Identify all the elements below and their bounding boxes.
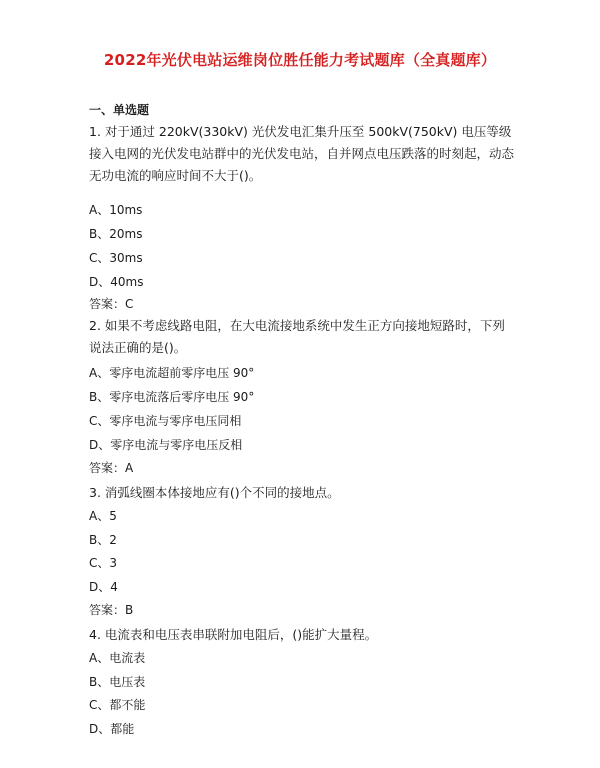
question-1-option-c: C、30ms: [89, 251, 143, 265]
question-2-option-c: C、零序电流与零序电压同相: [89, 414, 242, 428]
question-1-stem: 1. 对于通过 220kV(330kV) 光伏发电汇集升压至 500kV(750kV) 电压等级接入电网的光伏发电站群中的光伏发电站，自并网点电压跌落的时刻起，动态无功电流的响应时间不大于()。: [89, 124, 515, 183]
page-title: 2022年光伏电站运维岗位胜任能力考试题库（全真题库）: [103, 51, 497, 69]
section-heading: 一、单选题: [89, 103, 150, 117]
question-3-stem: 3. 消弧线圈本体接地应有()个不同的接地点。: [89, 485, 340, 500]
question-3-option-d: D、4: [89, 580, 118, 594]
question-2-stem: 2. 如果不考虑线路电阻，在大电流接地系统中发生正方向接地短路时，下列说法正确的是()。: [89, 318, 505, 355]
question-1-option-a: A、10ms: [89, 203, 143, 217]
question-2-option-a: A、零序电流超前零序电压 90°: [89, 366, 255, 380]
question-1-option-b: B、20ms: [89, 227, 143, 241]
question-3-option-c: C、3: [89, 556, 118, 570]
question-2-option-d: D、零序电流与零序电压反相: [89, 438, 243, 452]
question-2-option-b: B、零序电流落后零序电压 90°: [89, 390, 255, 404]
question-3-answer: 答案：B: [89, 603, 134, 617]
question-1-answer: 答案：C: [89, 297, 134, 311]
question-4-stem: 4. 电流表和电压表串联附加电阻后，()能扩大量程。: [89, 627, 378, 642]
question-3-option-b: B、2: [89, 533, 117, 547]
question-1-option-d: D、40ms: [89, 275, 144, 289]
question-4-option-b: B、电压表: [89, 675, 146, 689]
question-3-option-a: A、5: [89, 509, 117, 523]
question-4-option-c: C、都不能: [89, 698, 146, 712]
question-4-option-d: D、都能: [89, 722, 135, 736]
question-2-answer: 答案：A: [89, 461, 134, 475]
question-4-option-a: A、电流表: [89, 651, 146, 665]
